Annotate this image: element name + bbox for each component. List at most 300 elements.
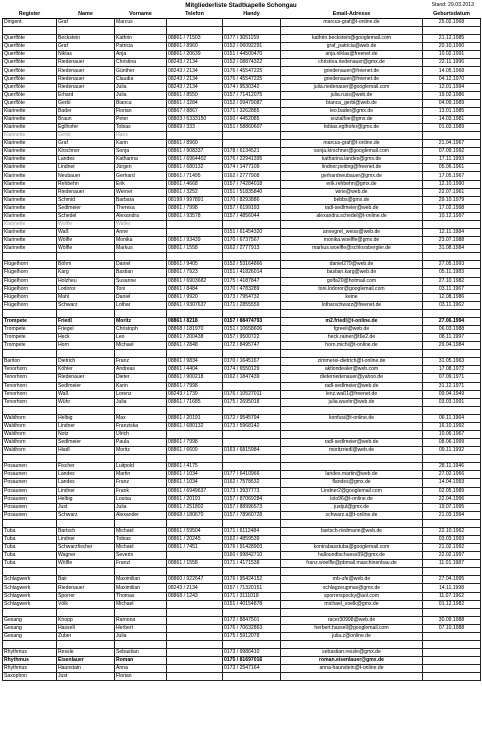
cell-handy: 0176 / 45547225: [223, 67, 281, 75]
table-row: [3, 406, 481, 414]
cell-vorname: Daniel: [115, 293, 167, 301]
cell-email: golfa20@hotmail.com: [281, 277, 423, 285]
cell-email: zimmerei-dietrich@t-online.de: [281, 358, 423, 366]
cell-geburtsdatum: 29.04.1984: [423, 342, 481, 350]
cell-geburtsdatum: [423, 519, 481, 527]
cell-handy: 0157 / 6199193: [223, 204, 281, 212]
cell-email: katharina.landes@gmx.de: [281, 156, 423, 164]
cell-email: heck.rainer@t6e2.de: [281, 334, 423, 342]
cell-register: Gesang: [3, 624, 57, 632]
cell-name: Böhm: [57, 261, 115, 269]
table-row: [3, 83, 481, 91]
cell-telefon: 08861 / 59504: [167, 527, 223, 535]
cell-name: Knopp: [57, 616, 115, 624]
cell-handy: 0175 / 4187847: [223, 277, 281, 285]
cell-geburtsdatum: 16.10.1992: [423, 422, 481, 430]
member-table: [2, 9, 481, 681]
cell-register: Klarinette: [3, 172, 57, 180]
cell-geburtsdatum: 17.08.1972: [423, 366, 481, 374]
cell-telefon: [167, 552, 223, 560]
table-row: [3, 560, 481, 568]
date-stamp: Stand: 29.03.2013: [431, 2, 474, 8]
cell-email: marcus-graf@t-online.de: [281, 19, 423, 27]
cell-register: Waldhorn: [3, 422, 57, 430]
table-row: [3, 285, 481, 293]
cell-vorname: Walter: [115, 220, 167, 228]
cell-telefon: 08861 / 9834: [167, 358, 223, 366]
cell-vorname: Dieter: [115, 374, 167, 382]
cell-handy: [223, 140, 281, 148]
cell-handy: 0157 / 88474793: [223, 317, 281, 325]
cell-vorname: Max: [115, 414, 167, 422]
cell-handy: 0162 / 7578632: [223, 479, 281, 487]
cell-geburtsdatum: 09.04.1949: [423, 390, 481, 398]
cell-vorname: Sebastian: [115, 649, 167, 657]
table-row: [3, 382, 481, 390]
cell-name: Erhard: [57, 91, 115, 99]
cell-handy: 0157 / 4856044: [223, 212, 281, 220]
table-row: [3, 237, 481, 245]
cell-register: Schlagwerk: [3, 592, 57, 600]
cell-geburtsdatum: 03.11.1962: [423, 301, 481, 309]
cell-register: Tuba: [3, 527, 57, 535]
table-row: [3, 350, 481, 358]
cell-vorname: [115, 519, 167, 527]
cell-handy: 0172 / 8847501: [223, 616, 281, 624]
cell-handy: 0176 / 91428903: [223, 544, 281, 552]
table-row: [3, 600, 481, 608]
table-row: [3, 172, 481, 180]
cell-register: Trompete: [3, 342, 57, 350]
table-row: [3, 51, 481, 59]
cell-name: Bartsch: [57, 527, 115, 535]
cell-handy: 0175 / 2695018: [223, 398, 281, 406]
cell-email: [281, 220, 423, 228]
cell-register: Querflöte: [3, 43, 57, 51]
cell-register: Trompete: [3, 334, 57, 342]
cell-vorname: Monika: [115, 237, 167, 245]
cell-register: Posaunen: [3, 479, 57, 487]
cell-register: Flügelhorn: [3, 269, 57, 277]
cell-vorname: Tobias: [115, 536, 167, 544]
cell-name: Sedlmeier: [57, 382, 115, 390]
cell-vorname: Toni: [115, 285, 167, 293]
cell-vorname: Louisa: [115, 495, 167, 503]
cell-name: Egilhofer: [57, 124, 115, 132]
cell-name: Bair: [57, 576, 115, 584]
cell-geburtsdatum: 13.01.1985: [423, 107, 481, 115]
cell-vorname: Anne: [115, 229, 167, 237]
cell-email: franz.woelfle@pbmail.maschinenbau.de: [281, 560, 423, 568]
table-row: [3, 616, 481, 624]
cell-vorname: Susanne: [115, 277, 167, 285]
table-row: [3, 334, 481, 342]
cell-name: Karg: [57, 269, 115, 277]
cell-vorname: Franziska: [115, 422, 167, 430]
cell-register: Querflöte: [3, 75, 57, 83]
cell-register: Klarinette: [3, 107, 57, 115]
cell-vorname: Christoph: [115, 325, 167, 333]
cell-register: Flügelhorn: [3, 277, 57, 285]
cell-telefon: 08861 / 1034: [167, 479, 223, 487]
cell-name: Lodoror: [57, 285, 115, 293]
table-row: [3, 91, 481, 99]
cell-telefon: 08861 / 1558: [167, 245, 223, 253]
cell-vorname: Andreas: [115, 366, 167, 374]
table-row: [3, 309, 481, 317]
page-title: Mitgliederliste Stadtkapelle Schongau: [185, 2, 297, 9]
cell-email: [281, 309, 423, 317]
cell-telefon: 08861 / 7998: [167, 204, 223, 212]
cell-handy: 0171 / 3262885: [223, 107, 281, 115]
cell-geburtsdatum: 22.02.1997: [423, 552, 481, 560]
table-row: [3, 99, 481, 107]
cell-vorname: Peter: [115, 115, 167, 123]
cell-handy: 0171 / 2855559: [223, 301, 281, 309]
cell-geburtsdatum: [423, 132, 481, 140]
table-row: [3, 641, 481, 649]
cell-geburtsdatum: 27.04.1995: [423, 576, 481, 584]
table-row: [3, 115, 481, 123]
cell-register: Bariton: [3, 358, 57, 366]
column-header-email: Email-Adresse: [281, 9, 423, 19]
cell-geburtsdatum: 31.08.1984: [423, 245, 481, 253]
cell-register: Saxophon: [3, 673, 57, 681]
cell-vorname: Theresa: [115, 204, 167, 212]
cell-email: [281, 253, 423, 261]
cell-handy: [223, 27, 281, 35]
cell-vorname: Moritz: [115, 447, 167, 455]
cell-register: [3, 350, 57, 358]
cell-telefon: 08861 / 9307637: [167, 301, 223, 309]
cell-vorname: [115, 350, 167, 358]
cell-email: kontrabasstuba@googlemail.com: [281, 544, 423, 552]
cell-vorname: Marcus: [115, 19, 167, 27]
cell-register: Schlagwerk: [3, 600, 57, 608]
cell-register: Dirigent: [3, 19, 57, 27]
cell-geburtsdatum: 10.12.1997: [423, 212, 481, 220]
cell-handy: 0171 / 3111018: [223, 592, 281, 600]
cell-handy: [223, 220, 281, 228]
cell-email: sonja.kirschner@googlemail.com: [281, 148, 423, 156]
table-row: [3, 471, 481, 479]
table-row: [3, 439, 481, 447]
cell-name: Riedenauer: [57, 83, 115, 91]
table-row: [3, 180, 481, 188]
cell-telefon: 08861 / 9405: [167, 261, 223, 269]
cell-register: Tuba: [3, 560, 57, 568]
cell-name: Bader: [57, 107, 115, 115]
table-row: [3, 317, 481, 325]
cell-handy: 0170 / 4783289: [223, 285, 281, 293]
cell-geburtsdatum: 14.05.1968: [423, 67, 481, 75]
cell-vorname: Maximilian: [115, 584, 167, 592]
cell-telefon: 08861 / 680132: [167, 422, 223, 430]
cell-telefon: [167, 253, 223, 261]
cell-email: julia.riedenauer@googlemail.com: [281, 83, 423, 91]
cell-register: Waldhorn: [3, 439, 57, 447]
cell-handy: 0177 / 3051159: [223, 35, 281, 43]
cell-handy: 0151 / 61454320: [223, 229, 281, 237]
table-row: [3, 568, 481, 576]
cell-name: Just: [57, 503, 115, 511]
cell-geburtsdatum: 12.11.1984: [423, 229, 481, 237]
cell-telefon: 08861 / 4175: [167, 463, 223, 471]
cell-register: Waldhorn: [3, 430, 57, 438]
cell-name: Riedenauer: [57, 75, 115, 83]
cell-email: sebastian.ressle@gmx.de: [281, 649, 423, 657]
cell-telefon: 08861 / 8960: [167, 43, 223, 51]
cell-vorname: Anna: [115, 665, 167, 673]
cell-vorname: Paula: [115, 439, 167, 447]
cell-name: Gerbl: [57, 99, 115, 107]
cell-geburtsdatum: 04.12.1970: [423, 75, 481, 83]
cell-name: Braun: [57, 115, 115, 123]
cell-handy: [223, 382, 281, 390]
cell-vorname: Roman: [115, 657, 167, 665]
cell-telefon: 08803 / 6333150: [167, 115, 223, 123]
column-header-vorname: Vorname: [115, 9, 167, 19]
cell-handy: 0157 / 74284018: [223, 180, 281, 188]
cell-vorname: [115, 568, 167, 576]
cell-vorname: Michael: [115, 342, 167, 350]
cell-geburtsdatum: [423, 632, 481, 640]
cell-geburtsdatum: 11.01.1987: [423, 560, 481, 568]
table-row: [3, 366, 481, 374]
cell-vorname: Anja: [115, 51, 167, 59]
cell-geburtsdatum: 19.07.1995: [423, 503, 481, 511]
cell-telefon: 08861 / 7923: [167, 269, 223, 277]
cell-register: Tuba: [3, 544, 57, 552]
cell-vorname: Franz: [115, 358, 167, 366]
cell-name: [57, 568, 115, 576]
cell-telefon: 08861 / 71685: [167, 398, 223, 406]
cell-telefon: 08861 / 6964402: [167, 156, 223, 164]
cell-register: Querflöte: [3, 83, 57, 91]
cell-geburtsdatum: 07.09.1992: [423, 148, 481, 156]
cell-vorname: Markus: [115, 245, 167, 253]
cell-handy: 0173 / 5968142: [223, 422, 281, 430]
cell-register: Rhythmus: [3, 665, 57, 673]
cell-geburtsdatum: 21.12.1985: [423, 35, 481, 43]
cell-name: Riedenauer: [57, 584, 115, 592]
cell-vorname: Sonja: [115, 148, 167, 156]
cell-geburtsdatum: 17.11.1993: [423, 156, 481, 164]
cell-vorname: Florian: [115, 107, 167, 115]
cell-vorname: Leo: [115, 334, 167, 342]
cell-handy: 0151 / 58860607: [223, 124, 281, 132]
cell-geburtsdatum: 06.03.1988: [423, 325, 481, 333]
cell-email: leo.bader@gmx.de: [281, 107, 423, 115]
cell-geburtsdatum: [423, 649, 481, 657]
cell-email: christina.riedenauer@gmx.de: [281, 59, 423, 67]
cell-telefon: 08243 / 2134: [167, 75, 223, 83]
cell-email: lotharschwarz@freenet.de: [281, 301, 423, 309]
cell-register: Querflöte: [3, 67, 57, 75]
cell-geburtsdatum: 01.12.1982: [423, 600, 481, 608]
cell-handy: [223, 463, 281, 471]
cell-geburtsdatum: 07.10.1988: [423, 624, 481, 632]
cell-telefon: 08861 / 20639: [167, 51, 223, 59]
cell-register: Flügelhorn: [3, 301, 57, 309]
cell-email: [281, 641, 423, 649]
cell-geburtsdatum: [423, 220, 481, 228]
cell-name: Schwarzfischer: [57, 544, 115, 552]
cell-vorname: Michael: [115, 527, 167, 535]
cell-register: Trompete: [3, 317, 57, 325]
cell-register: Posaunen: [3, 463, 57, 471]
cell-geburtsdatum: 31.12.1971: [423, 382, 481, 390]
cell-vorname: Julia: [115, 83, 167, 91]
cell-email: bastian.karg@web.de: [281, 269, 423, 277]
cell-vorname: Patricia: [115, 43, 167, 51]
cell-register: Waldhorn: [3, 414, 57, 422]
cell-email: marcus-graf@t-online.de: [281, 140, 423, 148]
cell-email: julia.z@online.de: [281, 632, 423, 640]
table-row: [3, 188, 481, 196]
table-row: [3, 495, 481, 503]
table-row: [3, 358, 481, 366]
table-row: [3, 422, 481, 430]
cell-email: [281, 673, 423, 681]
cell-handy: 0162 / 1847439: [223, 374, 281, 382]
cell-handy: [223, 19, 281, 27]
cell-geburtsdatum: [423, 27, 481, 35]
cell-email: [281, 536, 423, 544]
table-row: [3, 463, 481, 471]
table-row: [3, 220, 481, 228]
cell-name: Mahl: [57, 293, 115, 301]
cell-name: Wagner: [57, 552, 115, 560]
cell-geburtsdatum: 22.10.1962: [423, 527, 481, 535]
cell-email: michael_voelk@gmx.de: [281, 600, 423, 608]
cell-name: Beckstein: [57, 35, 115, 43]
cell-vorname: Alexandra: [115, 212, 167, 220]
cell-email: [281, 519, 423, 527]
cell-geburtsdatum: [423, 253, 481, 261]
cell-email: radl-sedlmeier@web.de: [281, 204, 423, 212]
cell-geburtsdatum: 06.11.1964: [423, 414, 481, 422]
cell-telefon: [167, 632, 223, 640]
cell-geburtsdatum: 22.07.1961: [423, 188, 481, 196]
cell-geburtsdatum: 03.11.1967: [423, 285, 481, 293]
table-row: [3, 414, 481, 422]
cell-email: monika.woelfle@gmx.de: [281, 237, 423, 245]
table-row: [3, 576, 481, 584]
cell-telefon: 08861 / 6609: [167, 447, 223, 455]
cell-telefon: 08861 / 908337: [167, 148, 223, 156]
cell-handy: 0172 / 8495747: [223, 342, 281, 350]
cell-handy: 0162 / 2777913: [223, 245, 281, 253]
cell-name: Niklas: [57, 51, 115, 59]
cell-register: Gesang: [3, 616, 57, 624]
cell-geburtsdatum: [423, 309, 481, 317]
table-row: [3, 212, 481, 220]
cell-telefon: [167, 406, 223, 414]
table-row: [3, 107, 481, 115]
cell-name: Graf: [57, 19, 115, 27]
cell-vorname: Moritz: [115, 317, 167, 325]
cell-vorname: Claudia: [115, 75, 167, 83]
table-row: [3, 447, 481, 455]
cell-geburtsdatum: 14.04.1993: [423, 479, 481, 487]
cell-name: Zuber: [57, 632, 115, 640]
cell-email: kathrin.beckstein@googlemail.com: [281, 35, 423, 43]
cell-vorname: Karin: [115, 382, 167, 390]
cell-name: Schmid: [57, 196, 115, 204]
cell-telefon: 08861 / 8218: [167, 317, 223, 325]
cell-handy: [223, 568, 281, 576]
cell-telefon: [167, 519, 223, 527]
cell-geburtsdatum: 09.11.1992: [423, 447, 481, 455]
cell-telefon: 08861 / 9920: [167, 293, 223, 301]
column-header-register: Register: [3, 9, 57, 19]
cell-email: moritzriedl@web.de: [281, 447, 423, 455]
cell-vorname: [115, 27, 167, 35]
cell-vorname: Ulrich: [115, 430, 167, 438]
cell-geburtsdatum: 03.03.1991: [423, 398, 481, 406]
cell-name: Eisenlauer: [57, 657, 115, 665]
cell-email: Lindner2@googlemail.com: [281, 487, 423, 495]
cell-vorname: Daniel: [115, 261, 167, 269]
cell-vorname: Ramona: [115, 616, 167, 624]
cell-handy: 0151 / 40154878: [223, 600, 281, 608]
cell-telefon: 08861 / 71503: [167, 35, 223, 43]
cell-name: Rehbehn: [57, 180, 115, 188]
cell-email: markus.woelfle@schlossbergler.de: [281, 245, 423, 253]
cell-telefon: 08243 / 2134: [167, 83, 223, 91]
cell-email: dieterriedenauer@yahoo.de: [281, 374, 423, 382]
table-row: [3, 293, 481, 301]
cell-telefon: [167, 309, 223, 317]
cell-handy: 0173 / 9986410: [223, 649, 281, 657]
cell-vorname: Bastian: [115, 269, 167, 277]
cell-handy: 0152 / 08874322: [223, 59, 281, 67]
table-row: [3, 342, 481, 350]
cell-geburtsdatum: 05.06.1961: [423, 164, 481, 172]
cell-handy: 0175 / 5912078: [223, 632, 281, 640]
cell-name: Riedenauer: [57, 67, 115, 75]
cell-telefon: 08861 / 93578: [167, 212, 223, 220]
cell-telefon: 08868 / 180670: [167, 511, 223, 519]
cell-email: [281, 132, 423, 140]
cell-handy: 0157 / 88996573: [223, 503, 281, 511]
cell-handy: 0174 / 6550129: [223, 366, 281, 374]
table-row: [3, 544, 481, 552]
cell-email: griedenauer@freenet.de: [281, 67, 423, 75]
cell-vorname: Julia: [115, 398, 167, 406]
cell-handy: 0157 / 9500722: [223, 334, 281, 342]
cell-telefon: 08861 / 20191: [167, 495, 223, 503]
cell-name: Helbig: [57, 414, 115, 422]
cell-name: [57, 519, 115, 527]
cell-name: Wölfle: [57, 237, 115, 245]
cell-name: Horn: [57, 342, 115, 350]
cell-telefon: [167, 350, 223, 358]
cell-telefon: 08861 / 900218: [167, 374, 223, 382]
cell-geburtsdatum: 08.06.1999: [423, 439, 481, 447]
cell-handy: 0176 / 95424152: [223, 576, 281, 584]
cell-handy: 0170 / 1645167: [223, 358, 281, 366]
cell-name: Lindner: [57, 422, 115, 430]
cell-name: Hassell: [57, 624, 115, 632]
cell-handy: 0170 / 6737567: [223, 237, 281, 245]
cell-telefon: 08243 / 1739: [167, 390, 223, 398]
cell-register: Waldhorn: [3, 447, 57, 455]
cell-register: Rhythmus: [3, 649, 57, 657]
cell-telefon: [167, 624, 223, 632]
cell-email: konfusi@t-online.de: [281, 414, 423, 422]
